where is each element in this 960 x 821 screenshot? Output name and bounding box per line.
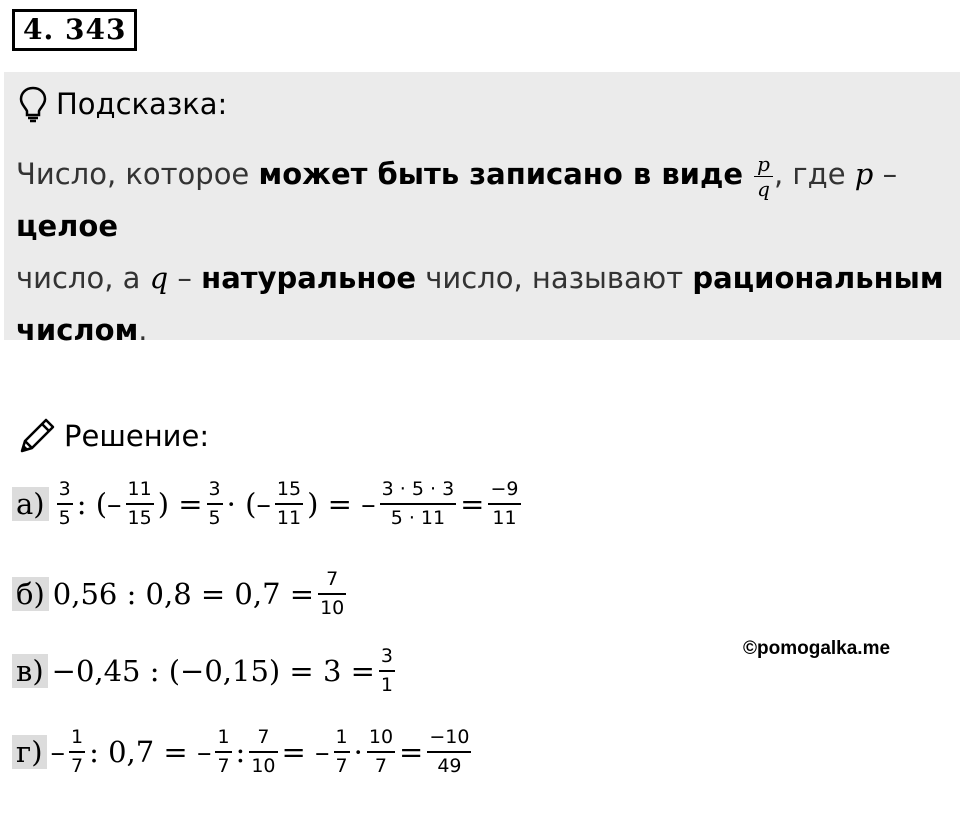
fraction: $\frac{1}{7}$ [217, 726, 230, 777]
math-operator: · (– [226, 487, 271, 521]
math-operator: ) = – [307, 487, 376, 521]
lightbulb-icon [18, 85, 48, 123]
math-operator: · [353, 735, 363, 769]
fraction: $\frac{3}{5}$ [208, 478, 221, 529]
fraction: $\frac{11}{15}$ [127, 478, 152, 529]
fraction: $\frac{15}{11}$ [276, 478, 302, 529]
math-operator: : (– [76, 487, 122, 521]
math-operator: = – [281, 735, 330, 769]
fraction: $\frac{1}{7}$ [335, 726, 348, 777]
fraction: $\frac{3}{1}$ [380, 645, 394, 696]
fraction: $\frac{1}{7}$ [71, 726, 84, 777]
solution-line-a [12, 480, 525, 528]
math-expression: 0,56 : 0,8 = 0,7 = [52, 577, 315, 611]
math-operator: – [50, 735, 66, 769]
solution-line-b [12, 570, 350, 618]
solution-title: Решение: [64, 419, 210, 453]
fraction-p-over-q: $\frac{p}{q}$ [754, 154, 773, 199]
solution-header [16, 414, 209, 458]
fraction: $\frac{-10}{49}$ [429, 726, 470, 777]
math-expression: −0,45 : (−0,15) = 3 = [51, 654, 375, 688]
item-label: а) [12, 487, 49, 521]
item-label: г) [12, 735, 47, 769]
watermark: ©pomogalka.me [743, 638, 891, 659]
math-operator: : [235, 735, 246, 769]
solution-line-v [12, 647, 399, 695]
fraction: $\frac{7}{10}$ [320, 568, 345, 619]
problem-number: 4. 343 [12, 9, 137, 51]
pencil-icon [16, 415, 58, 457]
math-operator: = [460, 487, 485, 521]
fraction: $\frac{3}{5}$ [58, 478, 71, 529]
hint-header [18, 84, 227, 124]
fraction: $\frac{-9}{11}$ [490, 478, 519, 529]
item-label: б) [12, 577, 49, 611]
solution-line-g [12, 728, 475, 776]
hint-text: Число, которое может быть записано в виде $\frac{p}{q}$ , где p – целое число, а q – натуральное число, называют рациональным числом. [16, 151, 944, 347]
math-operator: = [399, 735, 424, 769]
hint-box [4, 72, 960, 347]
fraction: $\frac{3 \cdot 5 \cdot 3}{5 \cdot 11}$ [381, 478, 455, 529]
math-operator: : 0,7 = – [89, 735, 212, 769]
fraction: $\frac{10}{7}$ [368, 726, 394, 777]
item-label: в) [12, 654, 48, 688]
math-operator: ) = [157, 487, 203, 521]
fraction: $\frac{7}{10}$ [251, 726, 276, 777]
hint-title: Подсказка: [56, 87, 228, 121]
